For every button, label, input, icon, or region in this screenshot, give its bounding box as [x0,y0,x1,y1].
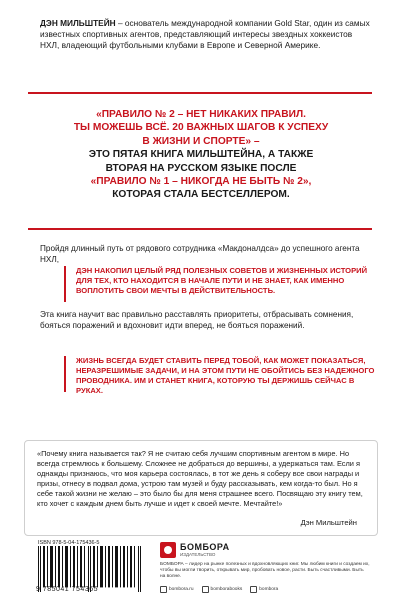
social-link-telegram[interactable]: bombora [250,586,278,593]
publisher-sub: ИЗДАТЕЛЬСТВО [180,552,216,557]
social-link-site[interactable]: bombora.ru [160,586,194,593]
isbn: ISBN 978-5-04-175436-5 [38,540,100,546]
author-quote-text: «Почему книга называется так? Я не считаю себя лучшим спортивным агентом в мире. Но всегда стремлюсь к большему. Сложнее не добраться до вершины, а удержаться там. Если я однажды признаюсь, что моя карьера состоялась, в тот же день я соберу все свои награды и призы, отнесу в подвал дома, устрою там музей и буду рассказывать, кем когда-то был. Но я себе такой жизни не желаю – это было бы для меня страшнее всего. Посвящаю эту книгу тем, кто хочет с каждым днем быть лучше и идет к своей мечте. Мечтайте!» [37,449,363,508]
quote-line-1: «ПРАВИЛО № 2 – НЕТ НИКАКИХ ПРАВИЛ. [96,109,306,120]
para-1: Пройдя длинный путь от рядового сотрудника «Макдоналдса» до успешного агента НХЛ, [40,244,360,264]
quote-line-5: ВТОРАЯ НА РУССКОМ ЯЗЫКЕ ПОСЛЕ [105,162,297,174]
bombora-logo-icon [160,542,176,558]
para-1-highlight: ДЭН НАКОПИЛ ЦЕЛЫЙ РЯД ПОЛЕЗНЫХ СОВЕТОВ И ЖИЗНЕННЫХ ИСТОРИЙ ДЛЯ ТЕХ, КТО НАХОДИТСЯ В НАЧАЛЕ ПУТИ И НЕ ЗНАЕТ, КАК ИМЕННО ВОПЛОТИТЬ СВОИ МЕЧТЫ В ДЕЙСТВИТЕЛЬНОСТЬ. [76,266,368,295]
quote-line-7: КОТОРАЯ СТАЛА БЕСТСЕЛЛЕРОМ. [112,189,290,201]
publisher-description: БОМБОРА – лидер на рынке полезных и вдохновляющих книг. Мы любим книги и создаем их, чтобы вы могли творить, открывать мир, пробовать новое, расти. Быть счастливыми. Быть на волне. [160,562,370,579]
quote-line-3: В ЖИЗНИ И СПОРТЕ» – [142,135,260,147]
globe-icon [160,586,167,593]
intro-text: – основатель международной компании Gold Star, один из самых известных спортивных агентов, представляющий интересы звездных хоккеистов НХЛ, владеющий футбольными клубами в Европе и Северной Америке. [40,18,370,51]
publisher-logo [160,542,260,560]
barcode-number: 9 785041 754365 [36,586,98,593]
author-signature: Дэн Мильштейн [300,518,357,527]
para-2: Эта книга научит вас правильно расставлять приоритеты, отбрасывать сомнения, бояться поражений и вдохновит идти вперед, не бояться поражений. [40,310,354,330]
quote-line-4: ЭТО ПЯТАЯ КНИГА МИЛЬШТЕЙНА, А ТАКЖЕ [88,149,314,161]
author-intro [40,18,370,52]
social-link-vk[interactable]: bomborabooks [202,586,243,593]
author-quote-box [24,440,378,536]
accent-bar-1 [64,266,66,302]
divider-mid [28,228,372,230]
author-name: ДЭН МИЛЬШТЕЙН [40,18,116,28]
vk-icon [202,586,209,593]
title-quote [36,108,366,202]
publisher-social [160,586,278,593]
quote-line-6: «ПРАВИЛО № 1 – НИКОГДА НЕ БЫТЬ № 2», [90,176,312,188]
quote-line-2: ТЫ МОЖЕШЬ ВСЁ. 20 ВАЖНЫХ ШАГОВ К УСПЕХУ [73,122,329,134]
telegram-icon [250,586,257,593]
publisher-name: БОМБОРА [180,542,230,552]
accent-bar-2 [64,356,66,392]
divider-top [28,92,372,94]
para-2-highlight: ЖИЗНЬ ВСЕГДА БУДЕТ СТАВИТЬ ПЕРЕД ТОБОЙ, КАК МОЖЕТ ПОКАЗАТЬСЯ, НЕРАЗРЕШИМЫЕ ЗАДАЧИ, И НА ЭТОМ ПУТИ НЕ ОБОЙТИСЬ БЕЗ НАДЕЖНОГО ПРОВОДНИКА. ИМ И СТАНЕТ КНИГА, КОТОРУЮ ТЫ ДЕРЖИШЬ СЕЙЧАС В РУКАХ. [76,356,375,395]
